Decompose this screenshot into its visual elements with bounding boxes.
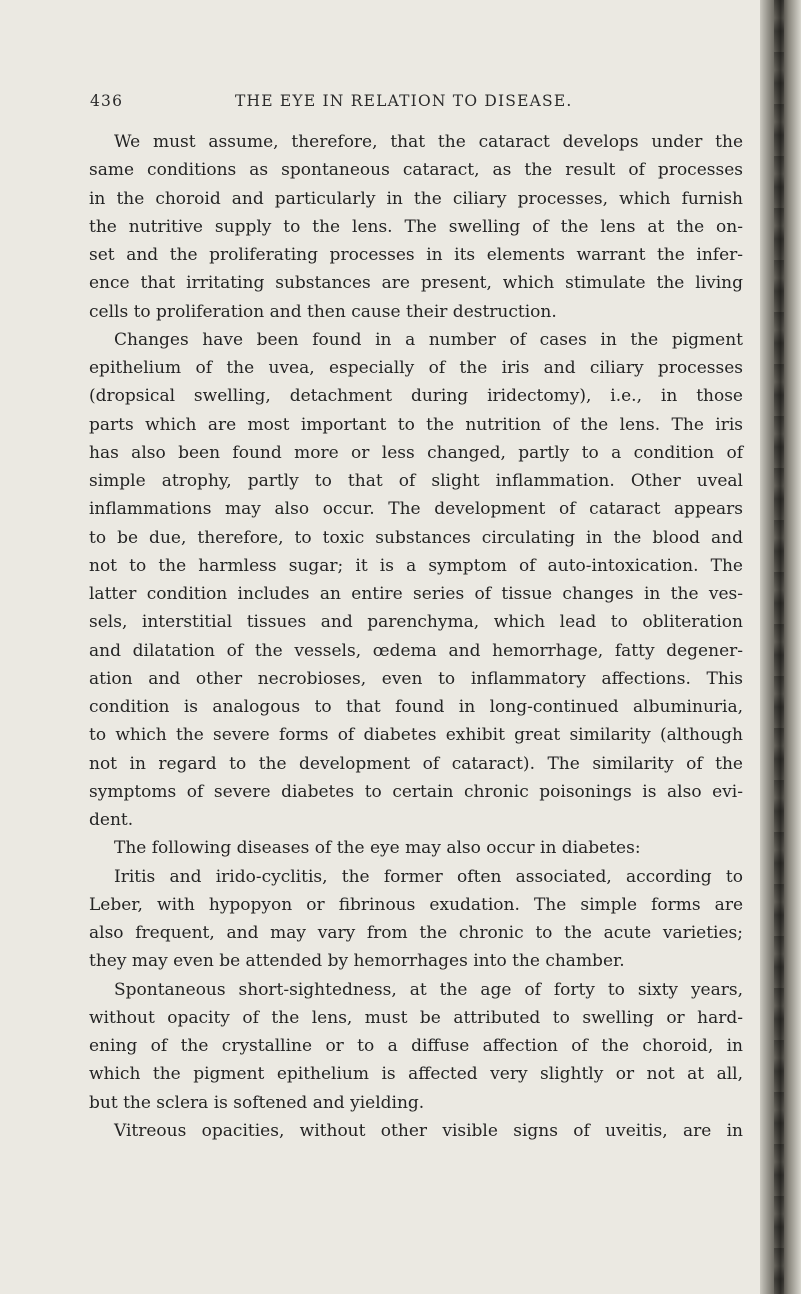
text-line: Vitreous opacities, without other visible signs of uveitis, are in	[114, 1120, 743, 1141]
text-line: without opacity of the lens, must be attributed to swelling or hard-	[89, 1007, 743, 1028]
text-line: the nutritive supply to the lens. The swelling of the lens at the on-	[89, 216, 743, 237]
text-line: We must assume, therefore, that the cataract develops under the	[114, 132, 743, 152]
text-line: The following diseases of the eye may also occur in diabetes:	[114, 838, 641, 859]
running-head: THE EYE IN RELATION TO DISEASE.	[235, 92, 573, 110]
text-line: ening of the crystalline or to a diffuse affection of the choroid, in	[89, 1036, 743, 1056]
text-line: symptoms of severe diabetes to certain chronic poisonings is also evi-	[89, 781, 743, 802]
book-spine-edge	[760, 0, 801, 1294]
text-line: not to the harmless sugar; it is a symptom of auto-intoxication. The	[89, 555, 743, 576]
text-line: to which the severe forms of diabetes exhibit great similarity (although	[89, 725, 743, 746]
text-line: but the sclera is softened and yielding.	[89, 1092, 425, 1113]
text-line: Leber, with hypopyon or fibrinous exudation. The simple forms are	[89, 894, 743, 915]
text-line: condition is analogous to that found in long-continued albuminuria,	[89, 697, 743, 717]
text-line: to be due, therefore, to toxic substances circulating in the blood and	[89, 527, 743, 548]
text-line: also frequent, and may vary from the chronic to the acute varieties;	[89, 923, 743, 943]
text-line: sels, interstitial tissues and parenchyma, which lead to obliteration	[89, 612, 743, 633]
text-line: in the choroid and particularly in the ciliary processes, which furnish	[89, 188, 743, 209]
text-line: latter condition includes an entire series of tissue changes in the ves-	[89, 584, 743, 604]
text-line: same conditions as spontaneous cataract, as the result of processes	[89, 160, 743, 181]
page-number: 436	[90, 92, 124, 110]
text-line: and dilatation of the vessels, œdema and hemorrhage, fatty degener-	[89, 640, 743, 661]
text-line: Changes have been found in a number of cases in the pigment	[114, 329, 743, 350]
text-line: ence that irritating substances are present, which stimulate the living	[89, 273, 743, 294]
text-line: not in regard to the development of cataract). The similarity of the	[89, 753, 743, 774]
text-line: simple atrophy, partly to that of slight inflammation. Other uveal	[89, 471, 743, 491]
body-text	[89, 128, 743, 1145]
text-line: cells to proliferation and then cause their destruction.	[89, 301, 557, 322]
text-line: (dropsical swelling, detachment during iridectomy), i.e., in those	[89, 386, 743, 407]
text-line: Iritis and irido-cyclitis, the former often associated, according to	[114, 866, 743, 887]
text-line: they may even be attended by hemorrhages into the chamber.	[89, 951, 625, 972]
text-line: dent.	[89, 810, 134, 830]
text-line: has also been found more or less changed, partly to a condition of	[89, 442, 743, 463]
text-line: set and the proliferating processes in its elements warrant the infer-	[89, 245, 743, 265]
text-line: epithelium of the uvea, especially of the iris and ciliary processes	[89, 358, 743, 378]
text-line: ation and other necrobioses, even to inflammatory affections. This	[89, 668, 743, 689]
text-line: Spontaneous short-sightedness, at the age of forty to sixty years,	[114, 979, 743, 1000]
text-line: parts which are most important to the nutrition of the lens. The iris	[89, 414, 743, 435]
text-line: which the pigment epithelium is affected very slightly or not at all,	[89, 1064, 743, 1085]
text-line: inflammations may also occur. The development of cataract appears	[89, 499, 743, 520]
